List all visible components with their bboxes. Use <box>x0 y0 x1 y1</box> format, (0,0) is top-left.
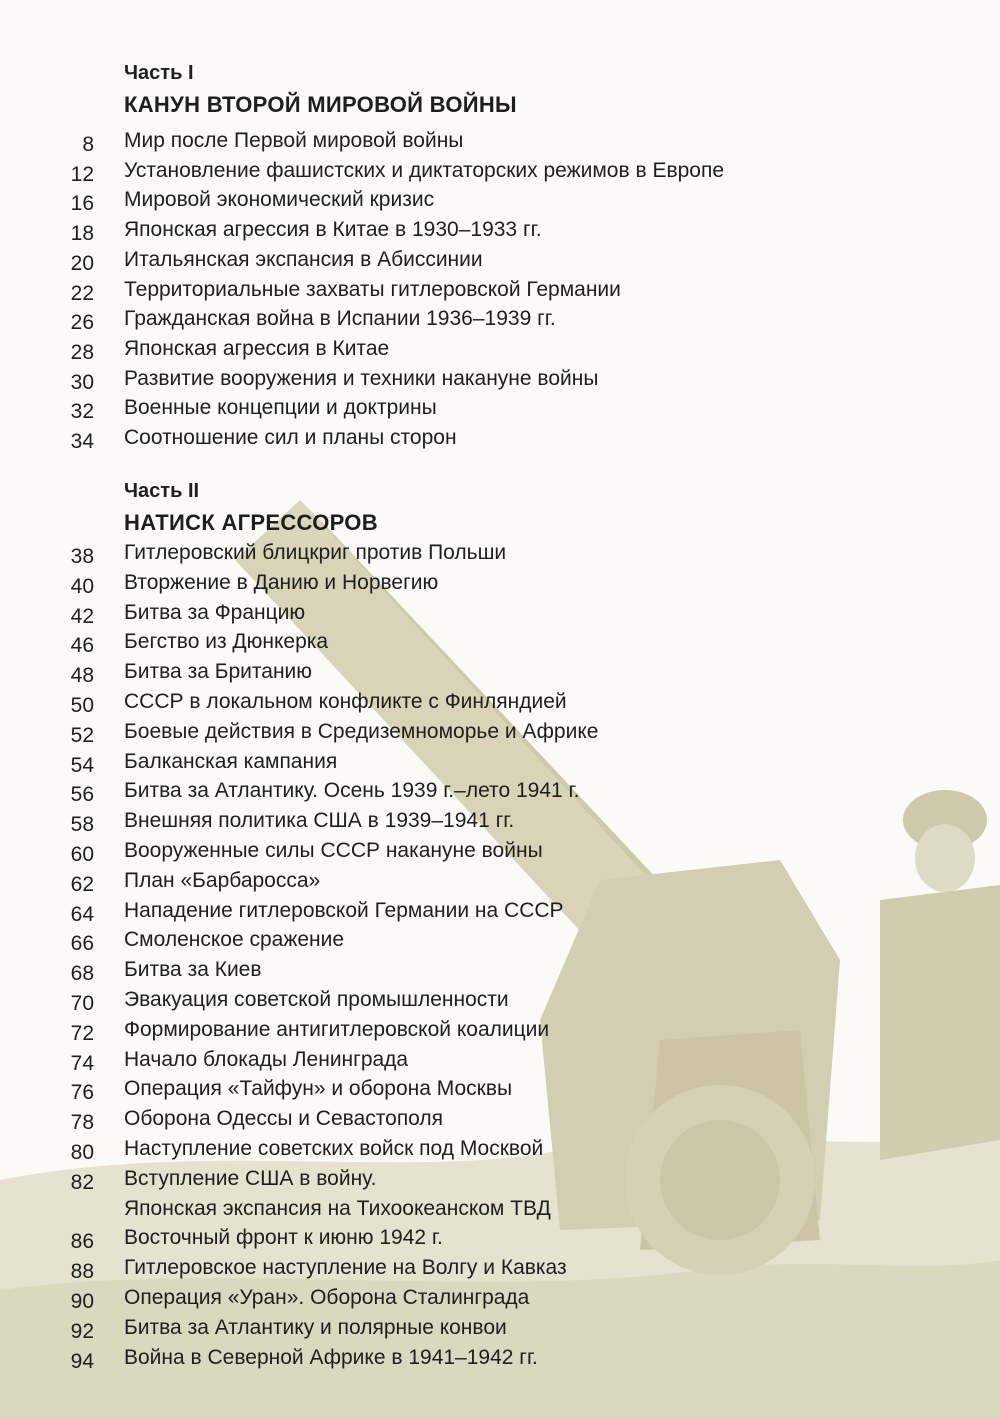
entry-title: Итальянская экспансия в Абиссинии <box>124 247 483 271</box>
part-title: НАТИСК АГРЕССОРОВ <box>124 510 378 535</box>
entry-title: Битва за Киев <box>124 958 262 982</box>
entry-title: Смоленское сражение <box>124 928 345 952</box>
entry-title: Японская агрессия в Китае <box>124 336 390 360</box>
page-number: 20 <box>70 251 94 275</box>
entry-title: Вторжение в Данию и Норвегию <box>124 570 439 594</box>
toc-entry[interactable] <box>0 630 1000 660</box>
page-number: 66 <box>70 932 94 956</box>
page-number: 12 <box>70 162 94 186</box>
toc-entry[interactable] <box>0 367 1000 397</box>
page-number: 54 <box>70 753 94 777</box>
page-number: 82 <box>70 1170 94 1194</box>
entry-title: Установление фашистских и диктаторских режимов в Европе <box>124 158 725 182</box>
entry-title: Военные концепции и доктрины <box>124 396 437 420</box>
entry-title: Балканская кампания <box>124 749 338 773</box>
toc-entry[interactable] <box>0 129 1000 159</box>
toc-entry[interactable] <box>0 426 1000 456</box>
toc-entry[interactable] <box>0 660 1000 690</box>
entry-title: Нападение гитлеровской Германии на СССР <box>124 898 564 922</box>
entry-title: План «Барбаросса» <box>124 868 321 892</box>
entry-title: Начало блокады Ленинграда <box>124 1047 409 1071</box>
entry-title: Гитлеровское наступление на Волгу и Кавказ <box>124 1256 567 1280</box>
page-number: 28 <box>70 340 94 364</box>
page-number: 38 <box>70 545 94 568</box>
entry-title: Формирование антигитлеровской коалиции <box>124 1017 550 1041</box>
entry-title: Оборона Одессы и Севастополя <box>124 1107 444 1131</box>
toc-entry[interactable] <box>0 541 1000 571</box>
entry-title: Соотношение сил и планы сторон <box>124 426 457 449</box>
entry-title: Боевые действия в Средиземноморье и Африке <box>124 719 599 743</box>
entry-title: Вступление США в войну. <box>124 1166 377 1190</box>
toc-entry[interactable] <box>0 1316 1000 1346</box>
page-number: 86 <box>70 1230 94 1254</box>
toc-entry[interactable] <box>0 278 1000 308</box>
page-number: 26 <box>70 311 94 335</box>
entry-title: Гитлеровский блицкриг против Польши <box>124 541 507 564</box>
toc-entry[interactable] <box>0 1286 1000 1316</box>
toc-entry[interactable] <box>0 1107 1000 1137</box>
entry-title: Битва за Францию <box>124 600 306 624</box>
entry-title: Территориальные захваты гитлеровской Германии <box>124 277 621 301</box>
page-number: 90 <box>70 1290 94 1313</box>
toc-entry[interactable] <box>0 337 1000 367</box>
toc-entry[interactable] <box>0 1256 1000 1286</box>
toc-entry[interactable] <box>0 601 1000 631</box>
page-number: 52 <box>70 723 94 747</box>
page-number: 16 <box>70 192 94 216</box>
toc-entry[interactable] <box>0 218 1000 248</box>
page-number: 58 <box>70 813 94 837</box>
toc-entry[interactable] <box>0 159 1000 189</box>
entry-title: Внешняя политика США в 1939–1941 гг. <box>124 809 515 833</box>
toc-entry[interactable] <box>0 869 1000 899</box>
toc-entry[interactable] <box>0 1167 1000 1197</box>
part-label: Часть II <box>124 480 200 502</box>
page-number: 76 <box>70 1081 94 1105</box>
part-label: Часть I <box>124 62 194 84</box>
toc-entry[interactable] <box>0 307 1000 337</box>
toc-entry[interactable] <box>0 1048 1000 1078</box>
toc-entry[interactable] <box>0 1137 1000 1167</box>
entry-title: Наступление советских войск под Москвой <box>124 1137 544 1160</box>
toc-entry[interactable] <box>0 396 1000 426</box>
toc-entry[interactable] <box>0 928 1000 958</box>
page-number: 32 <box>70 400 94 424</box>
page-number: 50 <box>70 694 94 717</box>
page-number: 70 <box>70 992 94 1015</box>
toc-entry[interactable] <box>0 779 1000 809</box>
toc-entry[interactable] <box>0 1197 1000 1227</box>
page-number: 42 <box>70 604 94 628</box>
page-number: 68 <box>70 962 94 986</box>
page-number: 88 <box>70 1260 94 1284</box>
entry-title: Бегство из Дюнкерка <box>124 630 329 654</box>
entry-title: Восточный фронт к июню 1942 г. <box>124 1226 443 1250</box>
page-number: 8 <box>82 133 94 156</box>
page-number: 22 <box>70 281 94 305</box>
toc-entry[interactable] <box>0 958 1000 988</box>
entry-title: Развитие вооружения и техники накануне войны <box>124 366 599 390</box>
entry-title: Вооруженные силы СССР накануне войны <box>124 839 543 862</box>
entry-title: Операция «Уран». Оборона Сталинграда <box>124 1286 530 1309</box>
toc-entry[interactable] <box>0 690 1000 720</box>
toc-entry[interactable] <box>0 571 1000 601</box>
page-number: 62 <box>70 872 94 896</box>
entry-title: СССР в локальном конфликте с Финляндией <box>124 690 567 713</box>
toc-entry[interactable] <box>0 1018 1000 1048</box>
entry-title: Война в Северной Африке в 1941–1942 гг. <box>124 1345 538 1369</box>
page-number: 48 <box>70 664 94 688</box>
page-number: 34 <box>70 430 94 453</box>
toc-entry[interactable] <box>0 839 1000 869</box>
toc-entry[interactable] <box>0 1226 1000 1256</box>
entry-title: Битва за Атлантику и полярные конвои <box>124 1315 507 1339</box>
toc-entry[interactable] <box>0 188 1000 218</box>
page-number: 60 <box>70 843 94 866</box>
toc-entry[interactable] <box>0 750 1000 780</box>
toc-entry[interactable] <box>0 899 1000 929</box>
page-number: 18 <box>70 222 94 246</box>
toc-entry[interactable] <box>0 809 1000 839</box>
page-number: 56 <box>70 783 94 807</box>
entry-title: Мировой экономический кризис <box>124 188 435 212</box>
toc-entry[interactable] <box>0 248 1000 278</box>
toc-entry[interactable] <box>0 1077 1000 1107</box>
entry-title: Гражданская война в Испании 1936–1939 гг. <box>124 307 556 331</box>
page-number: 92 <box>70 1319 94 1343</box>
page-number: 94 <box>70 1349 94 1373</box>
page-number: 74 <box>70 1051 94 1075</box>
entry-title: Операция «Тайфун» и оборона Москвы <box>124 1077 513 1101</box>
toc-entry[interactable] <box>0 988 1000 1018</box>
page-number: 80 <box>70 1141 94 1164</box>
entry-title: Битва за Атлантику. Осень 1939 г.–лето 1941 г. <box>124 779 580 803</box>
entry-title: Японская агрессия в Китае в 1930–1933 гг. <box>124 218 542 242</box>
page-number: 46 <box>70 634 94 658</box>
entry-title: Битва за Британию <box>124 660 313 684</box>
page-number: 40 <box>70 574 94 598</box>
toc-entry[interactable] <box>0 1346 1000 1376</box>
page-number: 30 <box>70 370 94 394</box>
toc-entry[interactable] <box>0 720 1000 750</box>
page-number: 72 <box>70 1021 94 1045</box>
part-title: КАНУН ВТОРОЙ МИРОВОЙ ВОЙНЫ <box>124 92 517 117</box>
entry-title: Эвакуация советской промышленности <box>124 988 509 1011</box>
page-number: 78 <box>70 1111 94 1135</box>
entry-title: Мир после Первой мировой войны <box>124 129 464 152</box>
entry-title: Японская экспансия на Тихоокеанском ТВД <box>124 1196 551 1220</box>
page-number: 64 <box>70 902 94 926</box>
